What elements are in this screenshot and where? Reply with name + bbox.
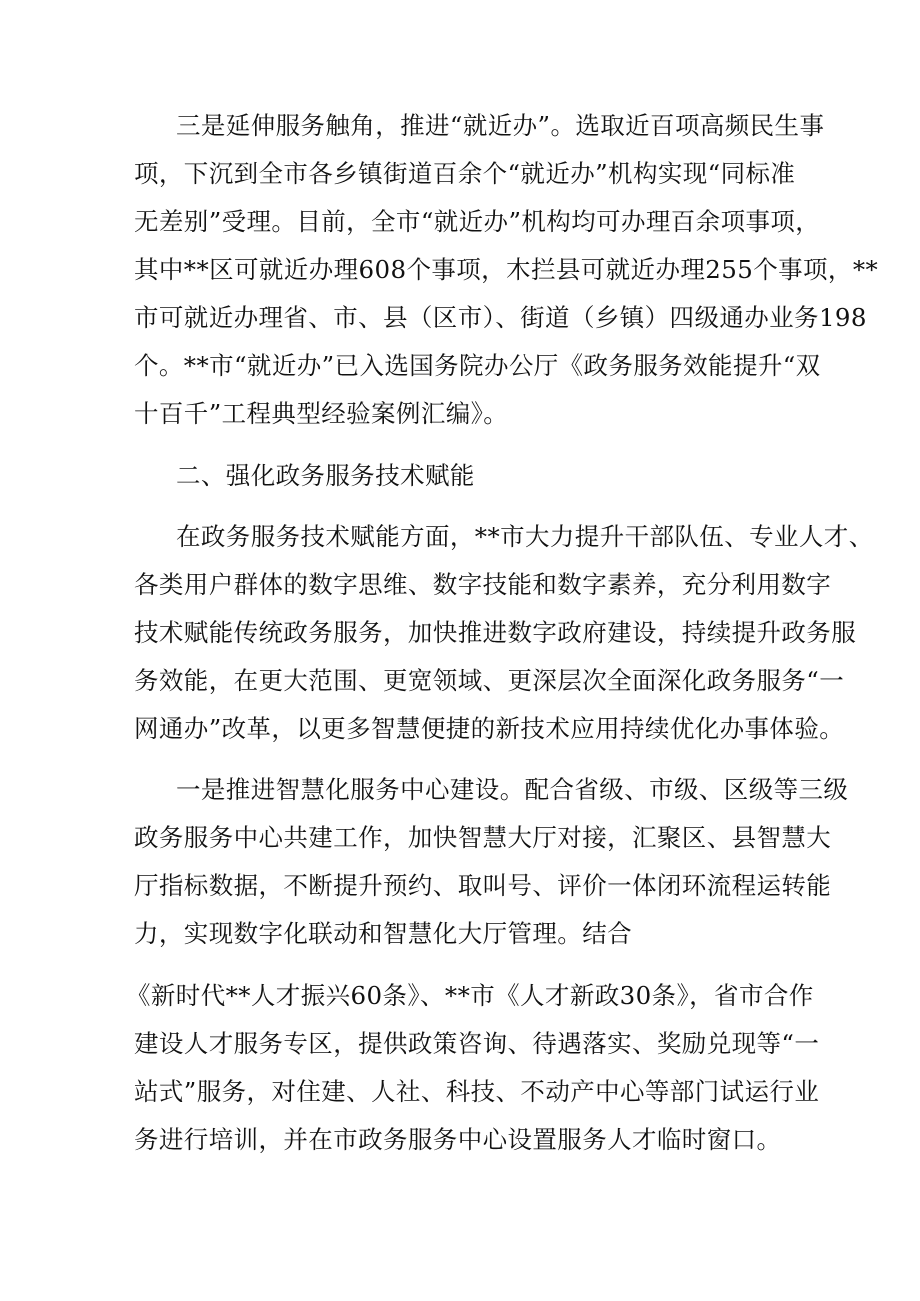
paragraph-tech-empowerment-line-1: 在政务服务技术赋能方面，**市大力提升干部队伍、专业人才、 xyxy=(176,522,874,551)
paragraph-smart-center-line-2: 政务服务中心共建工作，加快智慧大厅对接，汇聚区、县智慧大 xyxy=(134,823,832,852)
paragraph-extend-service-line-5: 市可就近办理省、市、县（区市）、街道（乡镇）四级通办业务198 xyxy=(134,303,867,332)
paragraph-talent-service-line-2: 建设人才服务专区，提供政策咨询、待遇落实、奖励兑现等“一 xyxy=(134,1029,820,1058)
section-heading: 二、强化政务服务技术赋能 xyxy=(176,461,475,490)
paragraph-tech-empowerment-line-3: 技术赋能传统政务服务，加快推进数字政府建设，持续提升政务服 xyxy=(134,618,857,647)
paragraph-talent-service-line-4: 务进行培训，并在市政务服务中心设置服务人才临时窗口。 xyxy=(134,1125,782,1154)
paragraph-smart-center-line-3: 厅指标数据，不断提升预约、取叫号、评价一体闭环流程运转能 xyxy=(134,871,832,900)
paragraph-extend-service-line-6: 个。**市“就近办”已入选国务院办公厅《政务服务效能提升“双 xyxy=(134,351,821,380)
paragraph-tech-empowerment-line-2: 各类用户群体的数字思维、数字技能和数字素养，充分利用数字 xyxy=(134,570,832,599)
paragraph-extend-service-line-2: 项，下沉到全市各乡镇街道百余个“就近办”机构实现“同标准 xyxy=(134,159,796,188)
paragraph-extend-service-line-7: 十百千”工程典型经验案例汇编》。 xyxy=(134,399,509,428)
paragraph-smart-center-line-4: 力，实现数字化联动和智慧化大厅管理。结合 xyxy=(134,919,632,948)
paragraph-talent-service-line-1: 《新时代**人才振兴60条》、**市《人才新政30条》，省市合作 xyxy=(126,981,814,1010)
paragraph-extend-service-line-4: 其中**区可就近办理608个事项，木拦县可就近办理255个事项，** xyxy=(134,255,879,284)
paragraph-extend-service-line-1: 三是延伸服务触角，推进“就近办”。选取近百项高频民生事 xyxy=(176,111,825,140)
paragraph-tech-empowerment-line-5: 网通办”改革，以更多智慧便捷的新技术应用持续优化办事体验。 xyxy=(134,714,845,743)
paragraph-tech-empowerment-line-4: 务效能，在更大范围、更宽领域、更深层次全面深化政务服务“一 xyxy=(134,666,845,695)
paragraph-talent-service-line-3: 站式”服务，对住建、人社、科技、不动产中心等部门试运行业 xyxy=(134,1077,820,1106)
paragraph-smart-center-line-1: 一是推进智慧化服务中心建设。配合省级、市级、区级等三级 xyxy=(176,775,849,804)
paragraph-extend-service-line-3: 无差别”受理。目前，全市“就近办”机构均可办理百余项事项， xyxy=(134,207,821,236)
